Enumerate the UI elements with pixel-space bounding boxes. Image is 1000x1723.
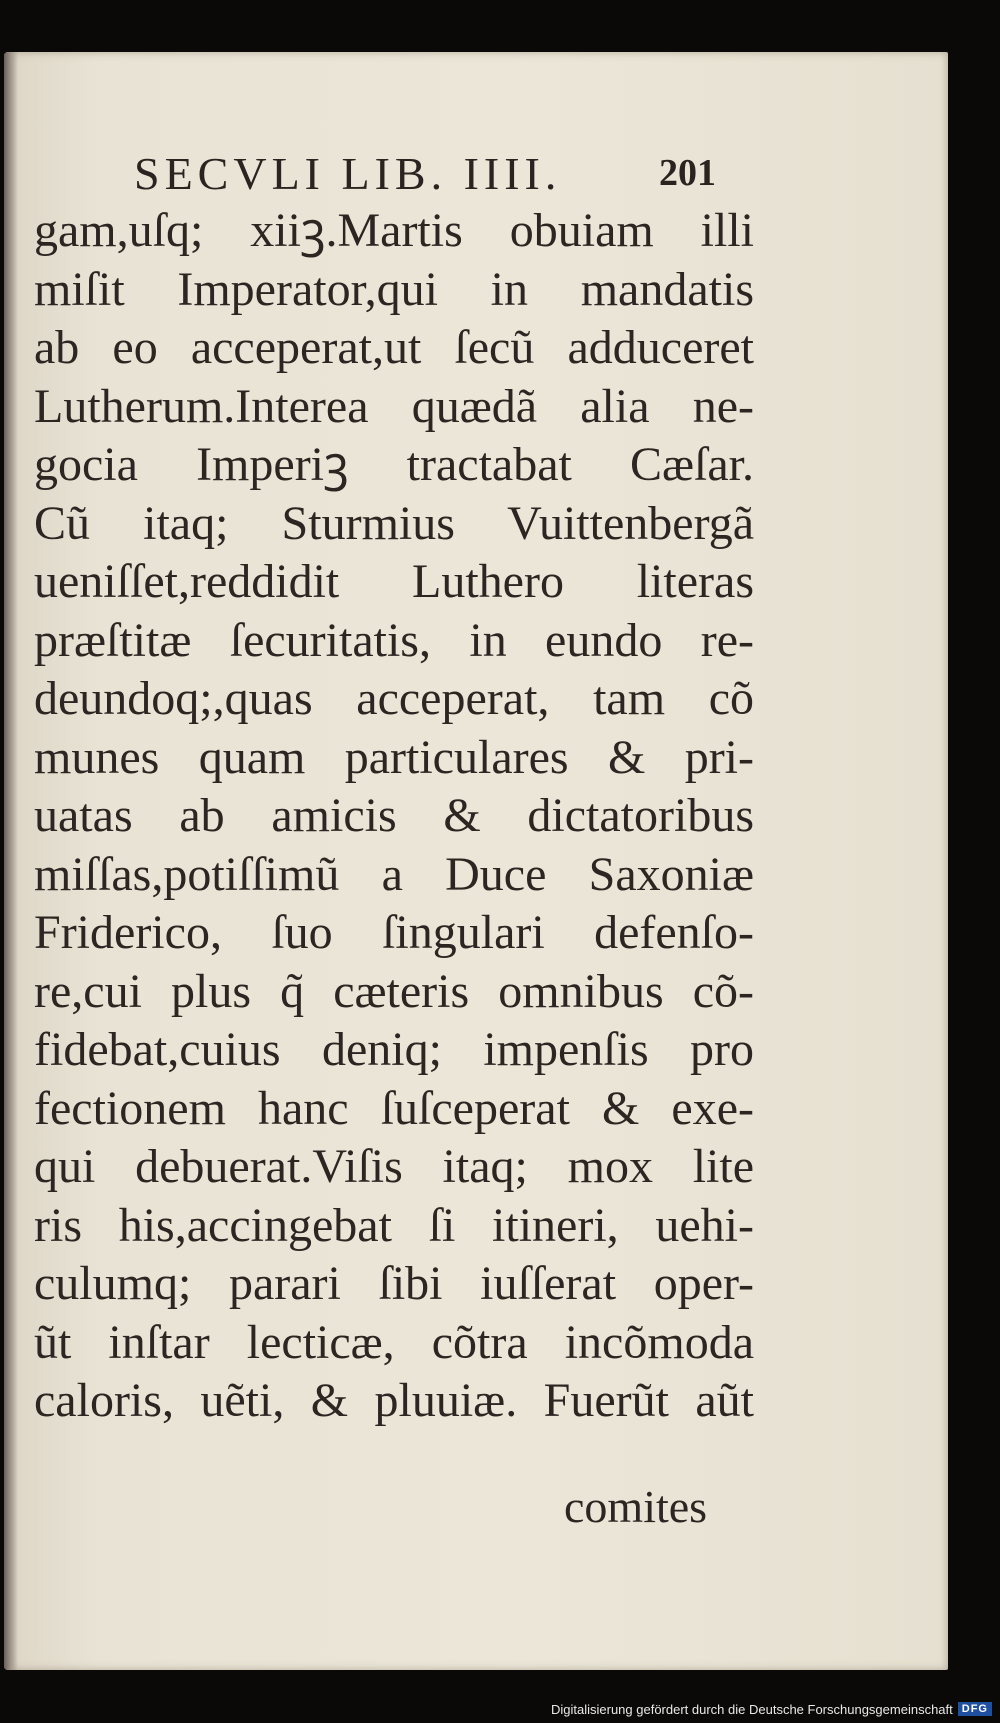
text-line: Cũ itaq; Sturmius Vuittenbergã <box>34 496 754 550</box>
text-line: ris his,accingebat ſi itineri, uehi- <box>34 1198 754 1252</box>
text-line: miſit Imperator,qui in mandatis <box>34 262 754 316</box>
text-line: qui debuerat.Viſis itaq; mox lite <box>34 1140 754 1193</box>
footer-credit: Digitalisierung gefördert durch die Deutsche Forschungsgemeinschaft <box>550 1701 953 1717</box>
page-spine-edge <box>4 52 18 1670</box>
text-line: ueniſſet,reddidit Luthero literas <box>34 555 754 608</box>
page-number: 201 <box>659 152 716 194</box>
running-head <box>4 147 948 207</box>
text-line: miſſas,potiſſimũ a Duce Saxoniæ <box>34 847 754 901</box>
running-head-title: SECVLI LIB. IIII. <box>134 148 562 199</box>
text-line: fidebat,cuius deniq; impenſis pro <box>34 1023 754 1076</box>
text-line: culumq; parari ſibi iuſſerat oper- <box>34 1257 754 1310</box>
text-line: ũt inſtar lecticæ, cõtra incõmoda <box>34 1315 754 1369</box>
book-page <box>4 52 948 1670</box>
text-line: gocia Imperiꝫ tractabat Cæſar. <box>34 438 754 491</box>
text-line: gam,uſq; xiiꝫ.Martis obuiam illi <box>34 204 754 257</box>
dfg-logo: DFG <box>958 1702 992 1716</box>
body-text <box>34 202 754 1431</box>
text-line: deundoq;,quas acceperat, tam cõ <box>34 672 754 725</box>
text-line: fectionem hanc ſuſceperat & exe- <box>34 1081 754 1135</box>
text-line: præſtitæ ſecuritatis, in eundo re- <box>34 613 754 667</box>
text-line: caloris, uẽti, & pluuiæ. Fuerũt aũt <box>34 1374 754 1427</box>
text-line: uatas ab amicis & dictatoribus <box>34 789 754 842</box>
text-line: Friderico, ſuo ſingulari defenſo- <box>34 906 754 959</box>
text-line: ab eo acceperat,ut ſecũ adduceret <box>34 321 754 374</box>
text-line: re,cui plus q̃ cæteris omnibus cõ- <box>34 964 754 1018</box>
text-line: Lutherum.Interea quædã alia ne- <box>34 379 754 433</box>
catchword: comites <box>564 1481 708 1532</box>
text-line: munes quam particulares & pri- <box>34 730 754 784</box>
digitization-footer <box>551 1698 992 1720</box>
